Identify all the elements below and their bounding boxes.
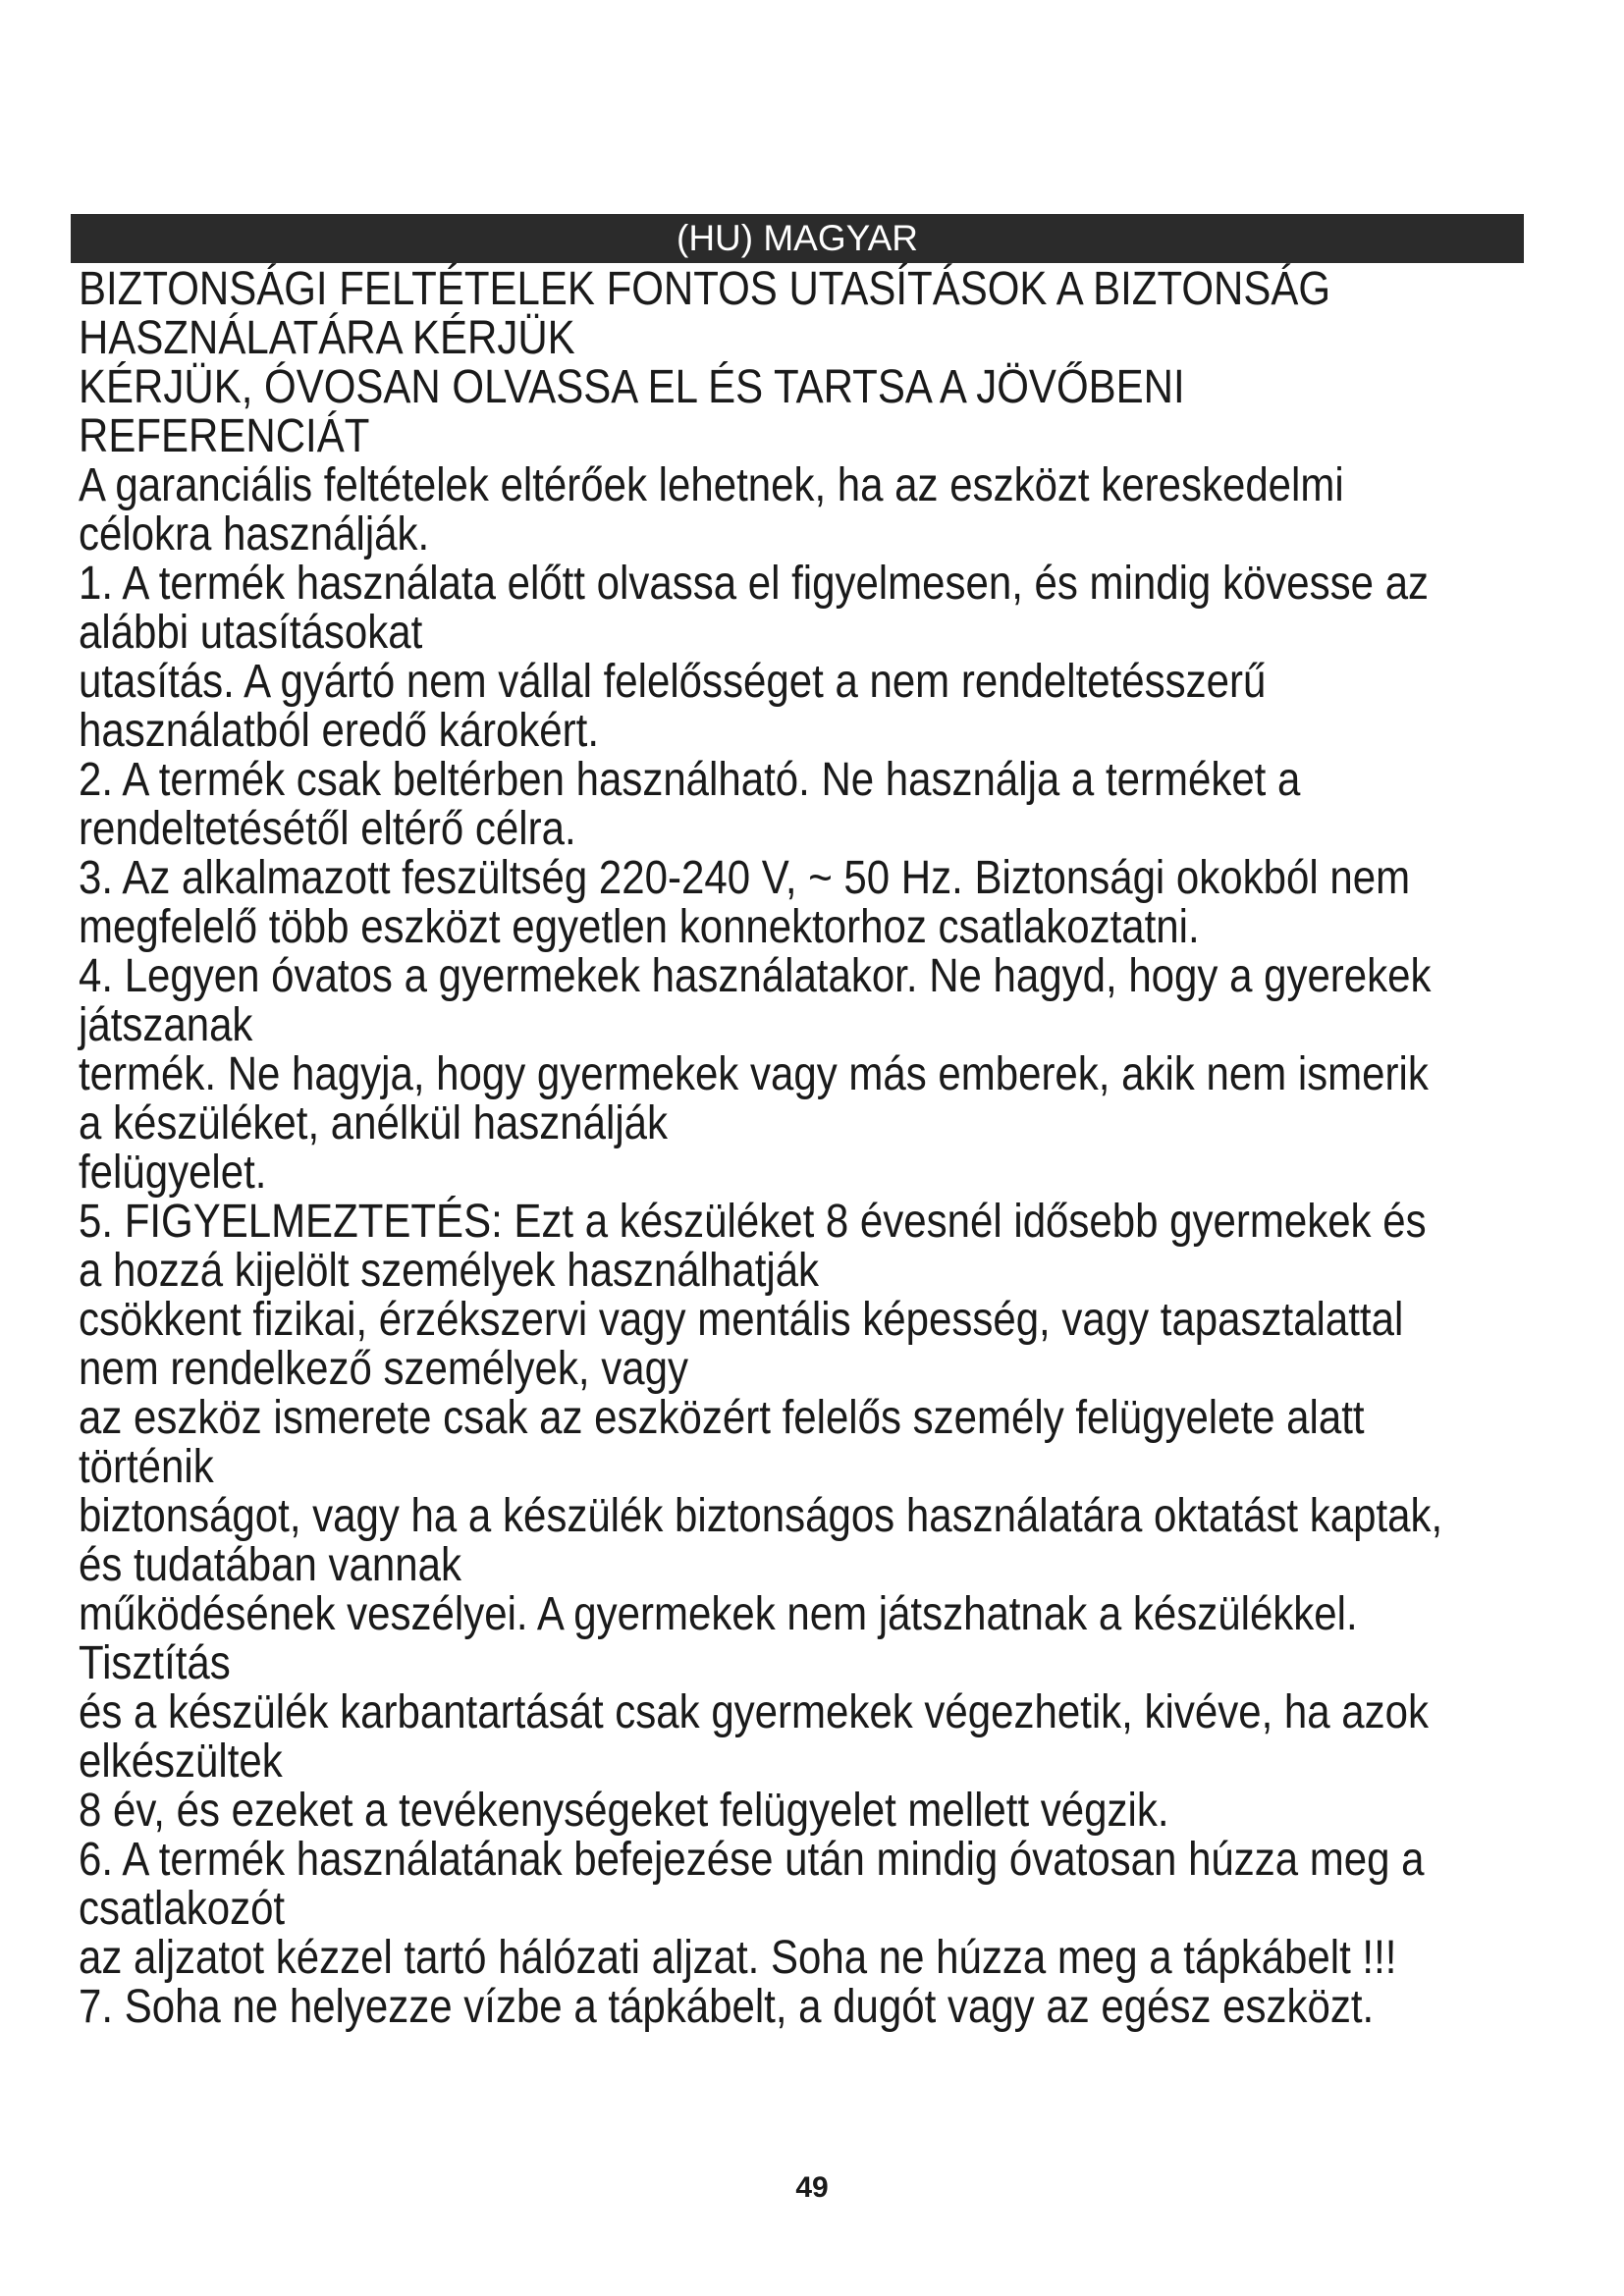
text-line: az aljzatot kézzel tartó hálózati aljzat. Soha ne húzza meg a tápkábelt !!!	[79, 1932, 1397, 1984]
text-line: termék. Ne hagyja, hogy gyermekek vagy más emberek, akik nem ismerik	[79, 1048, 1429, 1100]
heading-line: KÉRJÜK, ÓVOSAN OLVASSA EL ÉS TARTSA A JÖVŐBENI	[79, 361, 1185, 413]
text-line: 6. A termék használatának befejezése után mindig óvatosan húzza meg a	[79, 1834, 1425, 1886]
language-label: (HU) MAGYAR	[677, 218, 918, 258]
text-line: felügyelet.	[79, 1147, 267, 1199]
text-line: utasítás. A gyártó nem vállal felelősséget a nem rendeltetésszerű	[79, 656, 1267, 708]
text-line: csatlakozót	[79, 1883, 286, 1935]
text-line: és tudatában vannak	[79, 1539, 461, 1591]
text-line: nem rendelkező személyek, vagy	[79, 1343, 688, 1395]
heading-line: HASZNÁLATÁRA KÉRJÜK	[79, 312, 575, 364]
text-line: alábbi utasításokat	[79, 607, 423, 659]
text-line: játszanak	[79, 999, 253, 1051]
text-line: rendeltetésétől eltérő célra.	[79, 803, 576, 855]
text-line: 5. FIGYELMEZTETÉS: Ezt a készüléket 8 évesnél idősebb gyermekek és	[79, 1196, 1427, 1248]
text-line: célokra használják.	[79, 508, 430, 561]
text-line: elkészültek	[79, 1735, 283, 1788]
text-line: Tisztítás	[79, 1637, 231, 1689]
text-line: a készüléket, anélkül használják	[79, 1097, 669, 1149]
text-line: történik	[79, 1441, 214, 1493]
text-line: és a készülék karbantartását csak gyermekek végezhetik, kivéve, ha azok	[79, 1686, 1430, 1738]
text-line: 4. Legyen óvatos a gyermekek használatakor. Ne hagyd, hogy a gyerekek	[79, 950, 1432, 1002]
section-header-bar	[71, 214, 1524, 263]
text-line: a hozzá kijelölt személyek használhatják	[79, 1245, 820, 1297]
text-line: 1. A termék használata előtt olvassa el figyelmesen, és mindig kövesse az	[79, 558, 1430, 610]
page-number: 49	[795, 2171, 829, 2204]
text-line: 3. Az alkalmazott feszültség 220-240 V, ~ 50 Hz. Biztonsági okokból nem	[79, 852, 1411, 904]
text-line: biztonságot, vagy ha a készülék biztonságos használatára oktatást kaptak,	[79, 1490, 1443, 1542]
document-body	[79, 263, 1443, 2033]
text-line: 2. A termék csak beltérben használható. Ne használja a terméket a	[79, 754, 1301, 806]
text-line: az eszköz ismerete csak az eszközért felelős személy felügyelete alatt	[79, 1392, 1365, 1444]
text-line: csökkent fizikai, érzékszervi vagy mentális képesség, vagy tapasztalattal	[79, 1294, 1404, 1346]
heading-line: BIZTONSÁGI FELTÉTELEK FONTOS UTASÍTÁSOK A BIZTONSÁG	[79, 263, 1331, 315]
heading-line: REFERENCIÁT	[79, 410, 370, 462]
text-line: 8 év, és ezeket a tevékenységeket felügyelet mellett végzik.	[79, 1785, 1169, 1837]
text-line: használatból eredő károkért.	[79, 705, 599, 757]
text-line: A garanciális feltételek eltérőek lehetnek, ha az eszközt kereskedelmi	[79, 459, 1344, 511]
text-line: 7. Soha ne helyezze vízbe a tápkábelt, a dugót vagy az egész eszközt.	[79, 1981, 1375, 2033]
text-line: működésének veszélyei. A gyermekek nem játszhatnak a készülékkel.	[79, 1588, 1358, 1640]
text-line: megfelelő több eszközt egyetlen konnektorhoz csatlakoztatni.	[79, 901, 1200, 953]
